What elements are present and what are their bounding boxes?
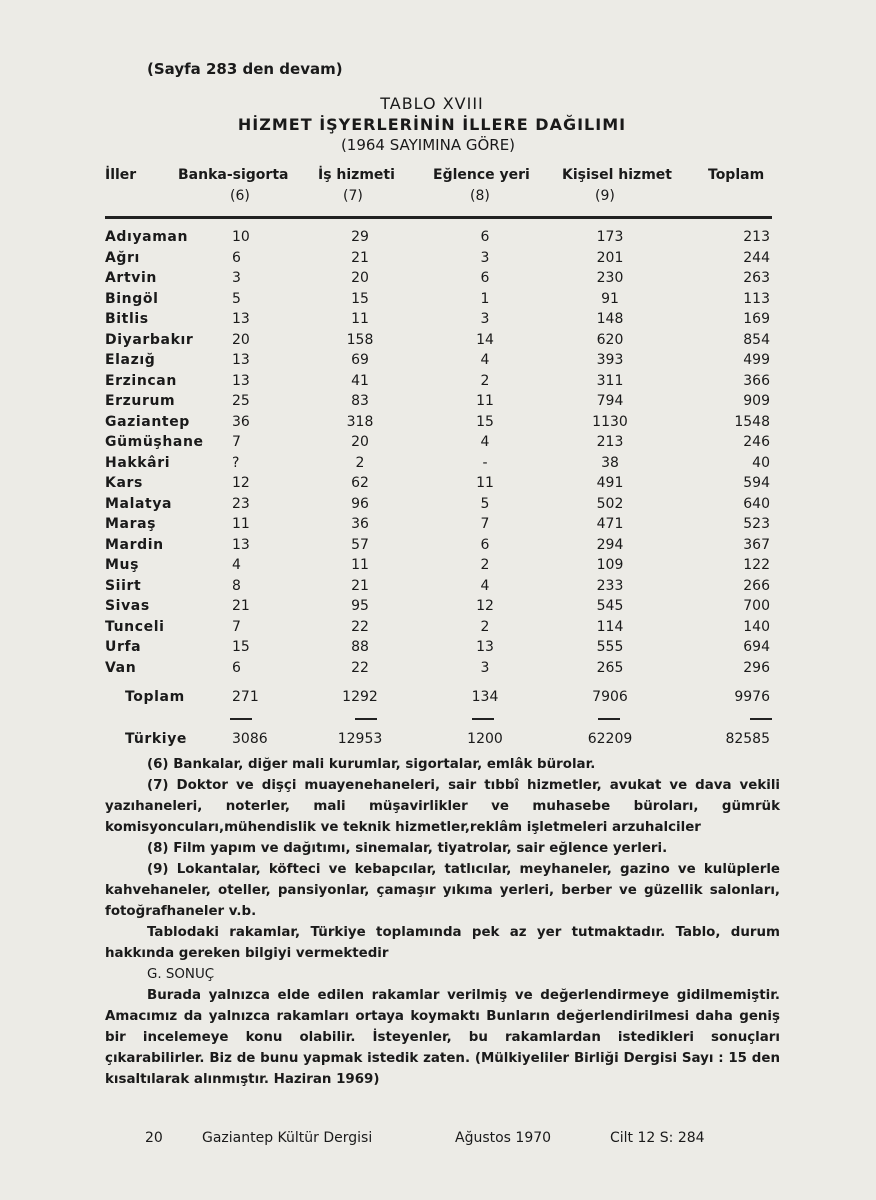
table-row xyxy=(0,332,876,353)
banking-count: 13 xyxy=(232,352,250,368)
table-row xyxy=(0,639,876,660)
business-count: 158 xyxy=(346,331,374,348)
total-count: 640 xyxy=(743,495,770,512)
business-count: 69 xyxy=(351,352,369,368)
journal-name: Gaziantep Kültür Dergisi xyxy=(202,1130,373,1146)
banking-count: 10 xyxy=(232,229,250,245)
personal-count: 7906 xyxy=(592,689,628,705)
city-name: Hakkâri xyxy=(105,454,171,471)
banking-count: 271 xyxy=(232,689,259,705)
city-name: Toplam xyxy=(125,689,185,705)
total-count: 367 xyxy=(743,536,770,553)
business-count: 318 xyxy=(346,413,374,430)
business-count: 83 xyxy=(351,393,369,409)
table-row xyxy=(0,393,876,414)
banking-count: ? xyxy=(232,454,240,471)
business-count: 29 xyxy=(351,229,369,245)
table-row xyxy=(0,537,876,558)
table-row xyxy=(0,578,876,599)
personal-count: 620 xyxy=(596,331,624,348)
business-count: 88 xyxy=(351,639,369,655)
total-count: 1548 xyxy=(734,413,770,430)
total-count: 263 xyxy=(743,270,770,286)
col-header-banking: Banka-sigorta xyxy=(178,167,289,183)
personal-count: 265 xyxy=(596,659,624,676)
conclusion-paragraph: Burada yalnızca elde edilen rakamlar verilmiş ve değerlendirmeye gidilmemiştir. Amacımız da yalnızca rakamları ortaya koymaktı Bunların değerlendirilmesi daha geniş bir incelemeye konu olabilir. İsteyenler, bu rakamlardan istedikleri sonuçları çıkarabilirler. Biz de bunu yapmak istedik zaten. (Mülkiyeliler Birliği Dergisi Sayı : 15 den kısaltılarak alınmıştır. Haziran 1969) xyxy=(105,988,780,1087)
entertainment-count: 7 xyxy=(480,516,490,532)
business-count: 11 xyxy=(351,557,369,573)
total-count: 499 xyxy=(743,352,770,368)
business-count: 22 xyxy=(351,618,369,635)
issue-date: Ağustos 1970 xyxy=(455,1130,552,1146)
entertainment-count: 3 xyxy=(480,311,490,327)
personal-count: 471 xyxy=(596,516,624,532)
personal-count: 230 xyxy=(596,270,624,286)
table-row xyxy=(0,270,876,291)
entertainment-count: 11 xyxy=(476,393,494,409)
total-count: 266 xyxy=(743,577,770,594)
separator-dash xyxy=(598,718,620,720)
personal-count: 91 xyxy=(601,290,619,307)
city-name: Siirt xyxy=(105,577,142,594)
entertainment-count: 13 xyxy=(476,639,494,655)
banking-count: 25 xyxy=(232,393,250,409)
separator-dash xyxy=(750,718,772,720)
city-name: Gaziantep xyxy=(105,413,190,430)
banking-count: 13 xyxy=(232,372,250,389)
table-row xyxy=(0,229,876,250)
entertainment-count: 4 xyxy=(480,434,490,450)
banking-count: 13 xyxy=(232,536,250,553)
banking-count: 5 xyxy=(232,290,241,307)
note-6: (6) Bankalar, diğer mali kurumlar, sigortalar, emlâk bürolar. xyxy=(147,757,596,772)
business-count: 15 xyxy=(351,290,369,307)
city-name: Muş xyxy=(105,557,140,573)
col-note-8: (8) xyxy=(470,188,490,204)
total-count: 594 xyxy=(743,475,770,491)
note-8: (8) Film yapım ve dağıtımı, sinemalar, tiyatrolar, sair eğlence yerleri. xyxy=(147,841,668,856)
col-header-personal: Kişisel hizmet xyxy=(562,167,672,183)
entertainment-count: 6 xyxy=(480,229,490,245)
personal-count: 62209 xyxy=(587,731,633,747)
col-note-6: (6) xyxy=(230,188,250,204)
city-name: Urfa xyxy=(105,639,142,655)
personal-count: 233 xyxy=(596,577,624,594)
total-count: 246 xyxy=(743,434,770,450)
total-count: 113 xyxy=(743,290,770,307)
business-count: 22 xyxy=(351,659,369,676)
personal-count: 213 xyxy=(596,434,624,450)
total-count: 9976 xyxy=(734,689,770,705)
separator-dash xyxy=(355,718,377,720)
personal-count: 555 xyxy=(596,639,624,655)
entertainment-count: 5 xyxy=(480,495,490,512)
city-name: Van xyxy=(105,659,137,676)
personal-count: 393 xyxy=(596,352,624,368)
total-count: 140 xyxy=(743,618,770,635)
total-count: 523 xyxy=(743,516,770,532)
business-count: 20 xyxy=(351,270,369,286)
personal-count: 148 xyxy=(596,311,624,327)
entertainment-count: 6 xyxy=(480,536,490,553)
table-row xyxy=(0,311,876,332)
total-count: 296 xyxy=(743,659,770,676)
table-title: HİZMET İŞYERLERİNİN İLLERE DAĞILIMI xyxy=(237,115,627,134)
business-count: 11 xyxy=(351,311,369,327)
banking-count: 21 xyxy=(232,598,250,614)
col-header-entertainment: Eğlence yeri xyxy=(433,167,530,183)
city-name: Bitlis xyxy=(105,311,149,327)
entertainment-count: 15 xyxy=(476,413,494,430)
banking-count: 4 xyxy=(232,557,241,573)
total-count: 122 xyxy=(743,557,770,573)
business-count: 36 xyxy=(351,516,369,532)
business-count: 41 xyxy=(351,372,369,389)
table-row xyxy=(0,660,876,681)
table-row xyxy=(0,557,876,578)
personal-count: 545 xyxy=(596,598,624,614)
separator-dash xyxy=(472,718,494,720)
total-count: 909 xyxy=(743,393,770,409)
banking-count: 12 xyxy=(232,475,250,491)
entertainment-count: 1 xyxy=(480,290,490,307)
section-heading: G. SONUÇ xyxy=(147,967,215,982)
col-header-business: İş hizmeti xyxy=(318,167,395,183)
banking-count: 6 xyxy=(232,249,241,266)
personal-count: 114 xyxy=(596,618,624,635)
total-count: 700 xyxy=(743,598,770,614)
business-count: 1292 xyxy=(342,689,378,705)
entertainment-count: 11 xyxy=(476,475,494,491)
entertainment-count: 2 xyxy=(480,372,490,389)
banking-count: 23 xyxy=(232,495,250,512)
entertainment-count: - xyxy=(482,454,488,471)
entertainment-count: 3 xyxy=(480,659,490,676)
city-name: Tunceli xyxy=(105,618,165,635)
table-row xyxy=(0,598,876,619)
issue-number: Cilt 12 S: 284 xyxy=(610,1130,705,1146)
city-name: Elazığ xyxy=(105,352,156,368)
banking-count: 13 xyxy=(232,311,250,327)
entertainment-count: 6 xyxy=(480,270,490,286)
total-count: 854 xyxy=(743,331,770,348)
table-subtitle: (1964 SAYIMINA GÖRE) xyxy=(340,136,516,154)
business-count: 21 xyxy=(351,249,369,266)
entertainment-count: 4 xyxy=(480,352,490,368)
city-name: Gümüşhane xyxy=(105,434,204,450)
entertainment-count: 1200 xyxy=(467,731,503,747)
city-name: Artvin xyxy=(105,270,157,286)
banking-count: 36 xyxy=(232,413,250,430)
note-9: (9) Lokantalar, köfteci ve kebapcılar, tatlıcılar, meyhaneler, gazino ve kulüplerle kahvehaneler, oteller, pansiyonlar, çamaşır yıkıma yerleri, berber ve güzellik salonları, fotoğrafhaneler v.b. xyxy=(105,862,780,919)
personal-count: 1130 xyxy=(592,413,628,430)
personal-count: 491 xyxy=(596,475,624,491)
personal-count: 201 xyxy=(596,249,624,266)
country-total-row xyxy=(0,731,876,752)
table-row xyxy=(0,455,876,476)
city-name: Mardin xyxy=(105,536,164,553)
total-count: 366 xyxy=(743,372,770,389)
col-note-7: (7) xyxy=(343,188,363,204)
table-number: TABLO XVIII xyxy=(380,94,484,113)
col-header-total: Toplam xyxy=(708,167,765,183)
city-name: Erzurum xyxy=(105,393,176,409)
note-7: (7) Doktor ve dişçi muayenehaneleri, sair tıbbî hizmetler, avukat ve dava vekili yazıhaneleri, noterler, mali müşavirlikler ve muhasebe büroları, gümrük komisyoncuları,mühendislik ve teknik hizmetler,reklâm işletmeleri arzuhalciler xyxy=(105,778,780,835)
table-row xyxy=(0,373,876,394)
continuation-note: (Sayfa 283 den devam) xyxy=(147,60,343,78)
business-count: 12953 xyxy=(337,731,383,747)
separator-dash xyxy=(230,718,252,720)
table-row xyxy=(0,619,876,640)
city-name: Diyarbakır xyxy=(105,331,194,348)
personal-count: 109 xyxy=(596,557,624,573)
table-row xyxy=(0,434,876,455)
personal-count: 294 xyxy=(596,536,624,553)
city-name: Ağrı xyxy=(105,249,140,266)
business-count: 95 xyxy=(351,598,369,614)
total-count: 694 xyxy=(743,639,770,655)
total-count: 82585 xyxy=(725,731,770,747)
city-name: Sivas xyxy=(105,598,150,614)
entertainment-count: 4 xyxy=(480,577,490,594)
city-name: Adıyaman xyxy=(105,229,189,245)
header-rule xyxy=(105,216,772,219)
business-count: 57 xyxy=(351,536,369,553)
page-number: 20 xyxy=(145,1130,163,1146)
banking-count: 7 xyxy=(232,618,241,635)
entertainment-count: 12 xyxy=(476,598,494,614)
city-name: Kars xyxy=(105,475,143,491)
total-count: 244 xyxy=(743,249,770,266)
total-count: 169 xyxy=(743,311,770,327)
personal-count: 794 xyxy=(596,393,624,409)
entertainment-count: 134 xyxy=(471,689,499,705)
business-count: 62 xyxy=(351,475,369,491)
banking-count: 3086 xyxy=(232,731,268,747)
table-comment: Tablodaki rakamlar, Türkiye toplamında pek az yer tutmaktadır. Tablo, durum hakkında gereken bilgiyi vermektedir xyxy=(105,925,780,961)
total-count: 213 xyxy=(743,229,770,245)
banking-count: 3 xyxy=(232,270,241,286)
business-count: 2 xyxy=(355,454,365,471)
table-row xyxy=(0,352,876,373)
table-row xyxy=(0,291,876,312)
city-name: Bingöl xyxy=(105,290,159,307)
business-count: 96 xyxy=(351,495,369,512)
personal-count: 311 xyxy=(596,372,624,389)
personal-count: 502 xyxy=(596,495,624,512)
business-count: 20 xyxy=(351,434,369,450)
city-name: Türkiye xyxy=(125,731,188,747)
table-row xyxy=(0,414,876,435)
entertainment-count: 14 xyxy=(476,331,494,348)
personal-count: 173 xyxy=(596,229,624,245)
banking-count: 6 xyxy=(232,659,241,676)
table-row xyxy=(0,496,876,517)
banking-count: 11 xyxy=(232,516,250,532)
total-row xyxy=(0,689,876,710)
business-count: 21 xyxy=(351,577,369,594)
personal-count: 38 xyxy=(601,454,619,471)
table-row xyxy=(0,250,876,271)
city-name: Malatya xyxy=(105,495,173,512)
entertainment-count: 2 xyxy=(480,618,490,635)
table-row xyxy=(0,516,876,537)
entertainment-count: 2 xyxy=(480,557,490,573)
notes-section xyxy=(105,754,780,1090)
banking-count: 15 xyxy=(232,639,250,655)
col-header-city: İller xyxy=(105,167,137,183)
banking-count: 8 xyxy=(232,577,241,594)
table-row xyxy=(0,475,876,496)
city-name: Erzincan xyxy=(105,372,177,389)
total-count: 40 xyxy=(752,454,770,471)
banking-count: 20 xyxy=(232,331,250,348)
banking-count: 7 xyxy=(232,434,241,450)
city-name: Maraş xyxy=(105,516,157,532)
col-note-9: (9) xyxy=(595,188,615,204)
entertainment-count: 3 xyxy=(480,249,490,266)
